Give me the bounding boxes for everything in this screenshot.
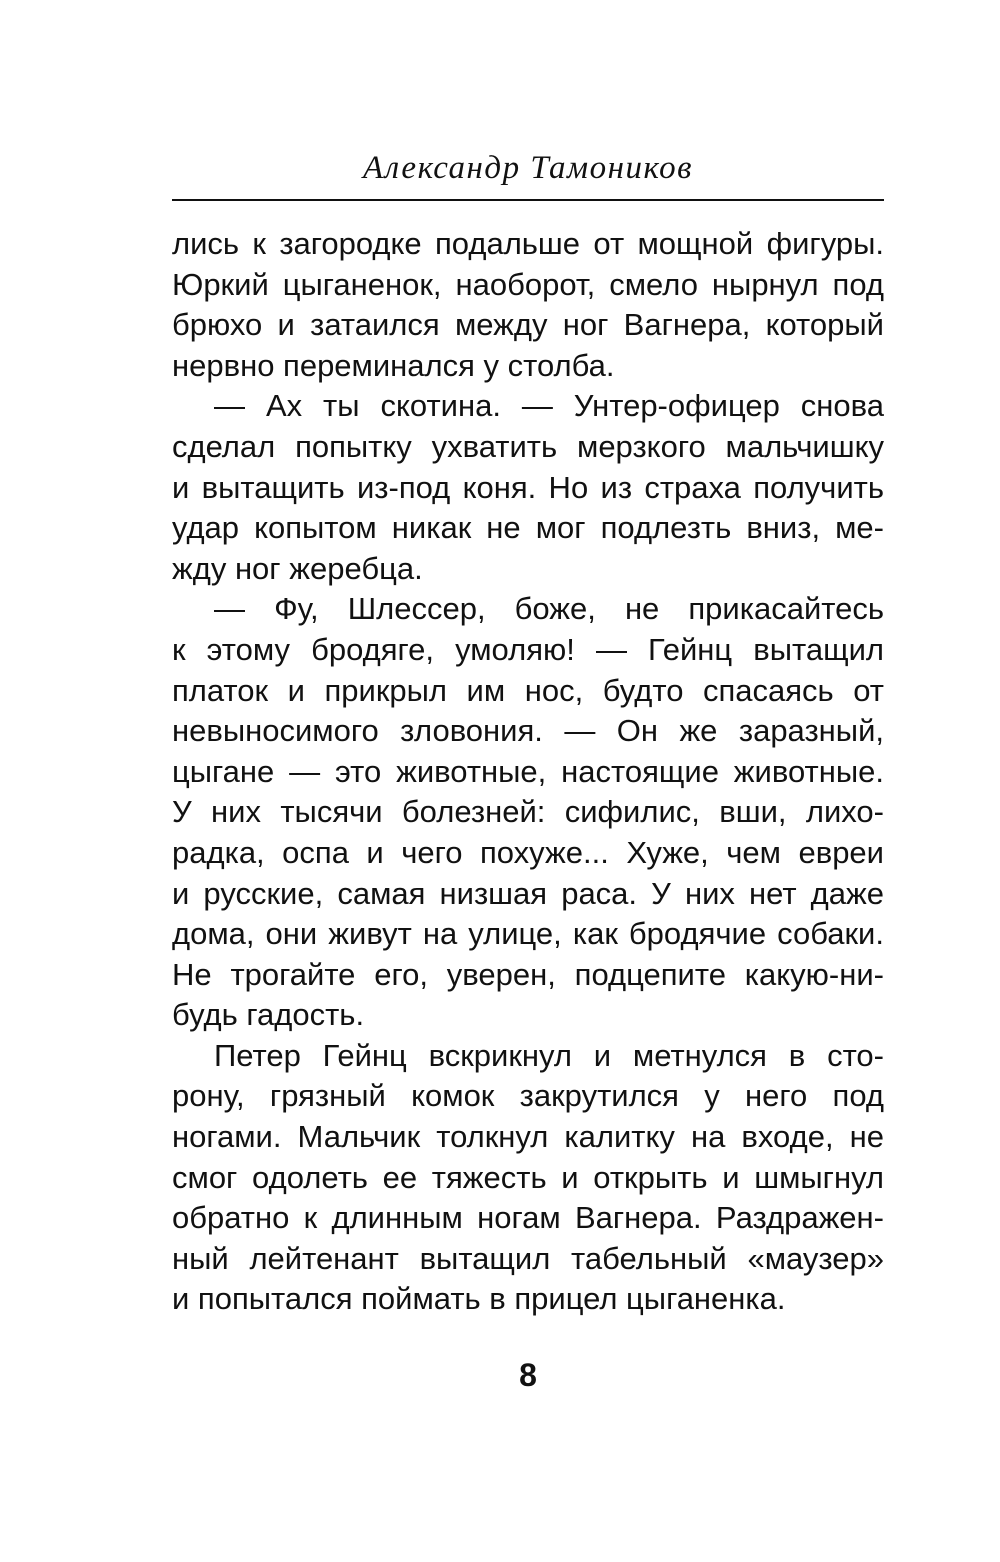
text-line: — Ах ты скотина. — Унтер-офицер снова (214, 388, 884, 424)
text-line: рону, грязный комок закрутился у него под (172, 1078, 884, 1114)
running-head-author: Александр Тамоников (363, 150, 693, 186)
text-line: смог одолеть ее тяжесть и открыть и шмыгнул (172, 1159, 884, 1195)
text-line: радка, оспа и чего похуже... Хуже, чем евреи (172, 834, 884, 870)
text-line: нервно переминался у столба. (172, 347, 615, 383)
text-line: ногами. Мальчик толкнул калитку на входе, не (172, 1119, 884, 1155)
text-line: дома, они живут на улице, как бродячие собаки. (172, 916, 884, 952)
text-line: сделал попытку ухватить мерзкого мальчишку (172, 428, 884, 464)
text-line: обратно к длинным ногам Вагнера. Раздражен- (172, 1200, 884, 1236)
text-line: цыгане — это животные, настоящие животные. (172, 753, 884, 789)
text-line: и русские, самая низшая раса. У них нет даже (172, 875, 884, 911)
page-number: 8 (519, 1357, 537, 1393)
text-line: — Фу, Шлессер, боже, не прикасайтесь (214, 591, 884, 627)
text-line: невыносимого зловония. — Он же заразный, (172, 713, 884, 749)
text-line: Не трогайте его, уверен, подцепите какую-ни- (172, 956, 884, 992)
text-line: брюхо и затаился между ног Вагнера, который (172, 307, 884, 343)
text-line: и попытался поймать в прицел цыганенка. (172, 1281, 786, 1317)
text-line: удар копытом никак не мог подлезть вниз, ме- (172, 510, 884, 546)
text-line: Юркий цыганенок, наоборот, смело нырнул под (172, 266, 884, 302)
text-line: ный лейтенант вытащил табельный «маузер» (172, 1240, 884, 1276)
text-line: жду ног жеребца. (172, 550, 423, 586)
text-line: лись к загородке подальше от мощной фигуры. (172, 226, 884, 261)
body-text (172, 224, 884, 1320)
header-rule (172, 199, 884, 201)
text-line: Петер Гейнц вскрикнул и метнулся в сто- (214, 1037, 884, 1073)
text-line: к этому бродяге, умоляю! — Гейнц вытащил (172, 631, 884, 667)
text-line: У них тысячи болезней: сифилис, вши, лихо- (172, 794, 884, 830)
text-line: будь гадость. (172, 997, 365, 1033)
text-line: и вытащить из-под коня. Но из страха получить (172, 469, 884, 505)
text-line: платок и прикрыл им нос, будто спасаясь от (172, 672, 884, 708)
